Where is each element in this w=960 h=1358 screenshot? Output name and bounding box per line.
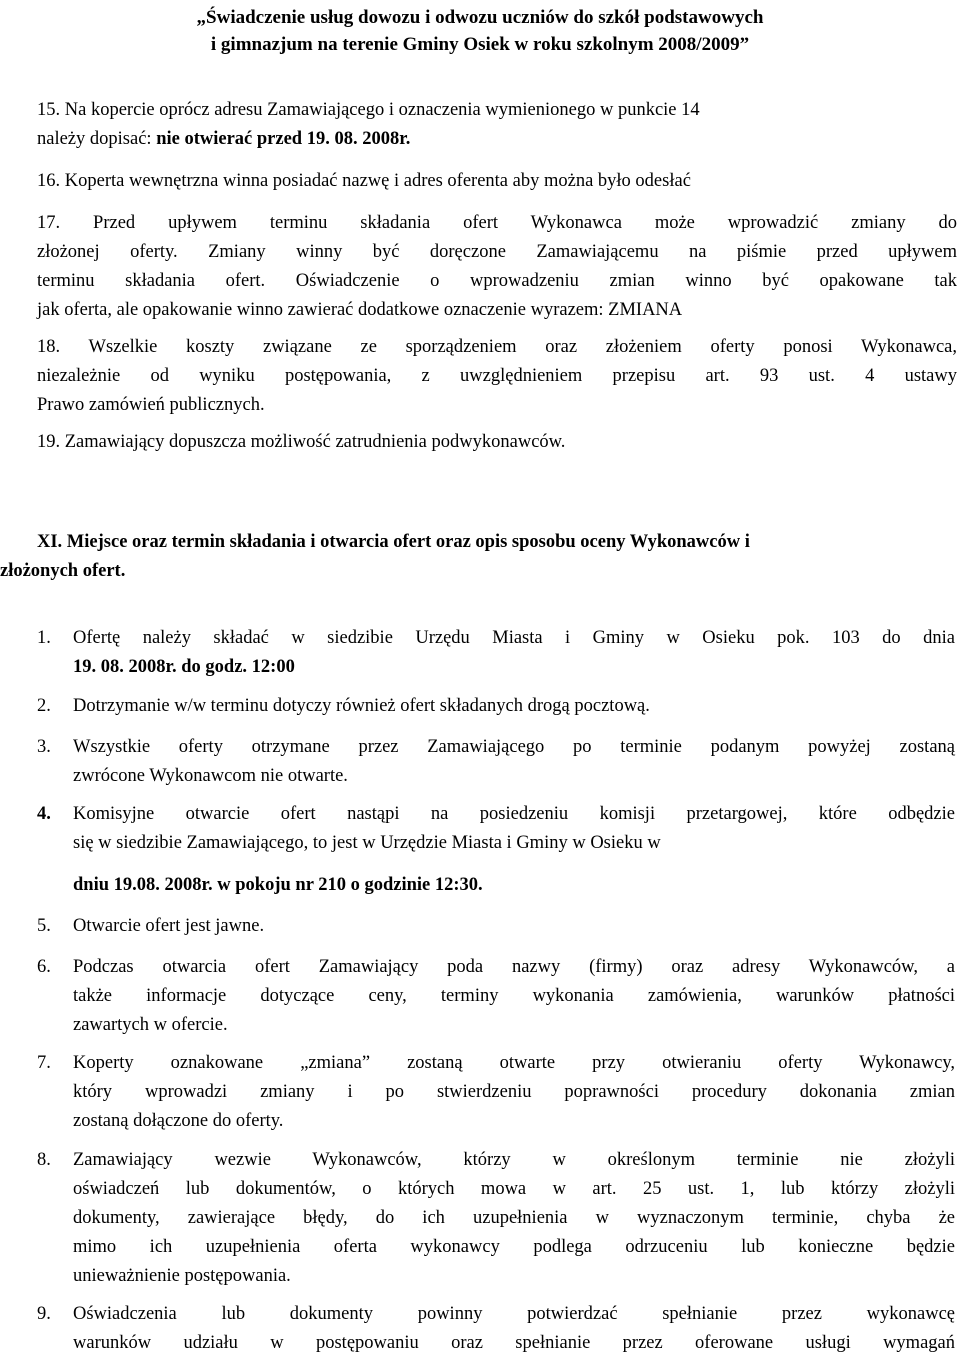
paragraph-16 xyxy=(37,167,957,196)
list-item-8-line-2: oświadczeń lub dokumentów, o których mowa w art. 25 ust. 1, lub którzy złożyli xyxy=(73,1179,955,1199)
list-item-7-line-2: który wprowadzi zmiany i po stwierdzeniu poprawności procedury dokonania zmian xyxy=(73,1082,955,1102)
list-item-8-line-5: unieważnienie postępowania. xyxy=(73,1266,291,1286)
section-heading-line-2: złożonych ofert. xyxy=(0,561,126,581)
paragraph-18-line-3: Prawo zamówień publicznych. xyxy=(37,395,265,415)
list-item-3-number: 3. xyxy=(37,737,51,757)
list-item-2-number: 2. xyxy=(37,696,51,716)
list-item-6-line-2: także informacje dotyczące ceny, terminy wykonania zamówienia, warunków płatności xyxy=(73,986,955,1006)
paragraph-17-line-3: terminu składania ofert. Oświadczenie o wprowadzeniu zmian winno być opakowane tak xyxy=(37,271,957,291)
paragraph-15-line-2 xyxy=(37,125,957,154)
section-heading-line-1: XI. Miejsce oraz termin składania i otwarcia ofert oraz opis sposobu oceny Wykonawców i xyxy=(37,532,750,552)
list-item-8-line-1: Zamawiający wezwie Wykonawców, którzy w określonym terminie nie złożyli xyxy=(73,1150,955,1170)
paragraph-15 xyxy=(37,96,957,154)
paragraph-15-text: Na kopercie oprócz adresu Zamawiającego i oznaczenia wymienionego w punkcie 14 xyxy=(64,100,700,120)
list-item-4-line-1: Komisyjne otwarcie ofert nastąpi na posiedzeniu komisji przetargowej, które odbędzie xyxy=(73,804,955,824)
paragraph-15-line-1 xyxy=(37,96,957,125)
document-header-line-2: i gimnazjum na terenie Gminy Osiek w roku szkolnym 2008/2009” xyxy=(210,34,750,55)
list-item-4-line-2: się w siedzibie Zamawiającego, to jest w Urzędzie Miasta i Gminy w Osieku w xyxy=(73,833,661,853)
paragraph-17-line-4: jak oferta, ale opakowanie winno zawierać dodatkowe oznaczenie wyrazem: ZMIANA xyxy=(37,300,683,320)
list-item-5-line-1: Otwarcie ofert jest jawne. xyxy=(73,916,265,936)
list-item-1-number: 1. xyxy=(37,628,51,648)
paragraph-18-line-2: niezależnie od wyniku postępowania, z uwzględnieniem przepisu art. 93 ust. 4 ustawy xyxy=(37,366,957,386)
list-item-7-number: 7. xyxy=(37,1053,51,1073)
list-item-9-number: 9. xyxy=(37,1304,51,1324)
list-item-8-line-4: mimo ich uzupełnienia oferta wykonawcy podlega odrzuceniu lub konieczne będzie xyxy=(73,1237,955,1257)
section-heading-xi xyxy=(0,528,958,586)
paragraph-15-bold-date: nie otwierać przed 19. 08. 2008r. xyxy=(156,129,411,149)
list-item-8-number: 8. xyxy=(37,1150,51,1170)
paragraph-15-text-2: należy dopisać: xyxy=(37,129,157,149)
list-item-7-line-3: zostaną dołączone do oferty. xyxy=(73,1111,284,1131)
list-item-6-number: 6. xyxy=(37,957,51,977)
list-item-4-line-3: dniu 19.08. 2008r. w pokoju nr 210 o godzinie 12:30. xyxy=(73,875,483,895)
list-item-1-line-2: 19. 08. 2008r. do godz. 12:00 xyxy=(73,657,295,677)
list-item-4-number: 4. xyxy=(37,804,51,824)
list-item-8-line-3: dokumenty, zawierające błędy, do ich uzupełnienia w wyznaczonym terminie, chyba że xyxy=(73,1208,955,1228)
list-item-3-line-1: Wszystkie oferty otrzymane przez Zamawiającego po terminie podanym powyżej zostaną xyxy=(73,737,955,757)
paragraph-18-line-1: 18. Wszelkie koszty związane ze sporządzeniem oraz złożeniem oferty ponosi Wykonawca, xyxy=(37,337,957,357)
paragraph-17 xyxy=(37,209,957,325)
paragraph-17-line-1: 17. Przed upływem terminu składania ofert Wykonawca może wprowadzić zmiany do xyxy=(37,213,957,233)
paragraph-16-text: 16. Koperta wewnętrzna winna posiadać nazwę i adres oferenta aby można było odesłać xyxy=(37,171,691,191)
paragraph-15-number: 15. xyxy=(37,100,61,120)
list-item-2-line-1: Dotrzymanie w/w terminu dotyczy również ofert składanych drogą pocztową. xyxy=(73,696,650,716)
paragraph-18 xyxy=(37,333,957,420)
list-item-3-line-2: zwrócone Wykonawcom nie otwarte. xyxy=(73,766,348,786)
list-item-5-number: 5. xyxy=(37,916,51,936)
paragraph-19-text: 19. Zamawiający dopuszcza możliwość zatrudnienia podwykonawców. xyxy=(37,432,566,452)
paragraph-17-line-2: złożonej oferty. Zmiany winny być doręczone Zamawiającemu na piśmie przed upływem xyxy=(37,242,957,262)
paragraph-19 xyxy=(37,428,957,457)
list-item-6-line-1: Podczas otwarcia ofert Zamawiający poda nazwy (firmy) oraz adresy Wykonawców, a xyxy=(73,957,955,977)
document-header-line-1: „Świadczenie usług dowozu i odwozu uczniów do szkół podstawowych xyxy=(196,7,764,28)
list-item-9-line-1: Oświadczenia lub dokumenty powinny potwierdzać spełnianie przez wykonawcę xyxy=(73,1304,955,1324)
list-item-6-line-3: zawartych w ofercie. xyxy=(73,1015,228,1035)
list-item-1-line-1: Ofertę należy składać w siedzibie Urzędu Miasta i Gminy w Osieku pok. 103 do dnia xyxy=(73,628,955,648)
list-item-9-line-2: warunków udziału w postępowaniu oraz spełnianie przez oferowane usługi wymagań xyxy=(73,1333,955,1353)
list-item-7-line-1: Koperty oznakowane „zmiana” zostaną otwarte przy otwieraniu oferty Wykonawcy, xyxy=(73,1053,955,1073)
